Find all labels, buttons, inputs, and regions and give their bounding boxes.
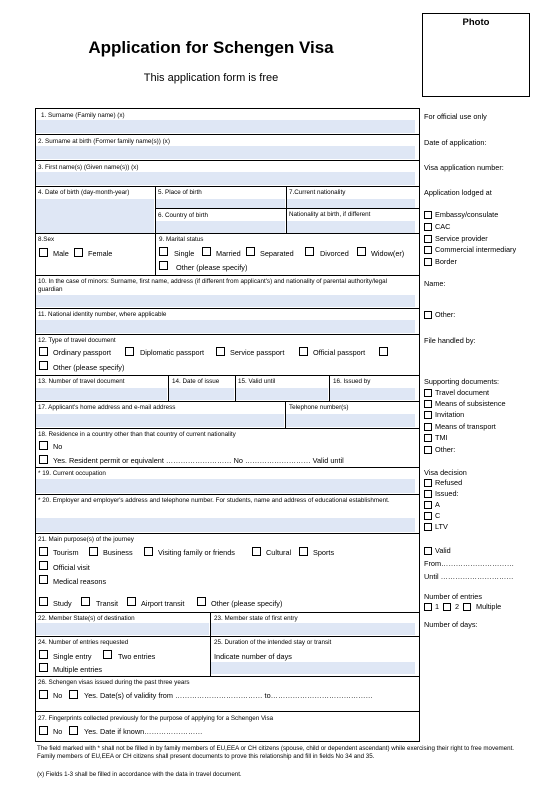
issued-checkbox[interactable] [424,490,432,498]
issued-by-input[interactable] [330,388,415,400]
field-5-label: 5. Place of birth [158,189,202,196]
tourism-checkbox[interactable] [39,547,48,556]
employer-input[interactable] [36,518,415,532]
surname-at-birth-input[interactable] [36,146,415,159]
field-14-label: 14. Date of issue [172,378,220,385]
airport-transit-checkbox[interactable] [127,597,136,606]
doc-other-checkbox[interactable] [39,361,48,370]
business-label: Business [103,548,133,557]
service-passport-label: Service passport [230,348,285,357]
surname-input[interactable] [36,120,415,133]
multiple-entries-checkbox[interactable] [39,663,48,672]
tmi-checkbox[interactable] [424,434,432,442]
travel-doc-number-input[interactable] [36,388,167,400]
field-11-label: 11. National identity number, where applicable [38,311,167,318]
divorced-label: Divorced [320,249,349,258]
nationality-at-birth-input[interactable] [287,221,415,233]
invitation-checkbox[interactable] [424,411,432,419]
photo-box [422,13,530,97]
country-of-birth-input[interactable] [156,221,285,233]
field-20-label: * 20. Employer and employer's address and telephone number. For students, name and address of educational establishment. [38,497,390,504]
cac-checkbox[interactable] [424,223,432,231]
valid-from-field[interactable]: From………………………… [424,559,514,568]
visa-a-checkbox[interactable] [424,501,432,509]
purpose-other-checkbox[interactable] [197,597,206,606]
field-13-label: 13. Number of travel document [38,378,125,385]
field-27-label: 27. Fingerprints collected previously for the purpose of applying for a Schengen Visa [38,715,274,722]
valid-label: Valid [435,546,451,555]
field-22-label: 22. Member State(s) of destination [38,615,135,622]
official-use-heading: For official use only [424,112,487,121]
official-visit-label: Official visit [53,563,90,572]
official-passport-checkbox[interactable] [299,347,308,356]
field-17-label: 17. Applicant's home address and e-mail address [38,404,176,411]
field-21-label: 21. Main purpose(s) of the journey [38,536,134,543]
means-transport-checkbox[interactable] [424,423,432,431]
fingerprints-yes-checkbox[interactable] [69,726,78,735]
field-4-label: 4. Date of birth (day-month-year) [38,189,130,196]
ltv-checkbox[interactable] [424,523,432,531]
single-entry-label: Single entry [53,652,92,661]
residence-yes-label: Yes. Resident permit or equivalent ……………………… No ……………………… Valid until [53,456,344,465]
page-title: Application for Schengen Visa [88,38,334,57]
commercial-checkbox[interactable] [424,246,432,254]
residence-no-checkbox[interactable] [39,441,48,450]
number-entries-label: Number of entries [424,592,482,601]
tourism-label: Tourism [53,548,79,557]
medical-label: Medical reasons [53,577,107,586]
field-6-label: 6. Country of birth [158,212,209,219]
cultural-checkbox[interactable] [252,547,261,556]
separated-label: Separated [260,249,294,258]
means-subsistence-checkbox[interactable] [424,400,432,408]
single-entry-checkbox[interactable] [39,650,48,659]
diplomatic-passport-label: Diplomatic passport [140,348,205,357]
sports-checkbox[interactable] [299,547,308,556]
married-checkbox[interactable] [202,247,211,256]
means-transport-label: Means of transport [435,422,496,431]
official-passport-label: Official passport [313,348,366,357]
other-lodged-checkbox[interactable] [424,311,432,319]
two-entries-checkbox[interactable] [103,650,112,659]
ordinary-passport-label: Ordinary passport [53,348,111,357]
refused-checkbox[interactable] [424,479,432,487]
widow-label: Widow(er) [371,249,405,258]
national-id-input[interactable] [36,320,415,333]
valid-until-input[interactable] [236,388,328,400]
date-of-issue-input[interactable] [169,388,234,400]
supporting-docs-label: Supporting documents: [424,377,500,386]
field-15-label: 15. Valid until [238,378,276,385]
single-checkbox[interactable] [159,247,168,256]
tmi-label: TMI [435,433,448,442]
visas-no-checkbox[interactable] [39,690,48,699]
field-19-label: * 19. Current occupation [38,470,106,477]
field-24-label: 24. Number of entries requested [38,639,129,646]
residence-no-label: No [53,442,63,451]
number-days-label: Number of days: [424,620,478,629]
border-label: Border [435,257,457,266]
sports-label: Sports [313,548,335,557]
field-7-label: 7.Current nationality [289,189,346,196]
first-name-input[interactable] [36,172,415,185]
field-10-label: 10. In the case of minors: Surname, first name, address (if different from applicant's) and nationality of parental authority/legal guardian [38,278,387,293]
embassy-label: Embassy/consulate [435,210,499,219]
lodged-at-label: Application lodged at [424,188,492,197]
male-label: Male [53,249,69,258]
marital-other-checkbox[interactable] [159,261,168,270]
commercial-label: Commercial intermediary [435,245,517,254]
travel-document-label: Travel document [435,388,490,397]
official-visit-checkbox[interactable] [39,561,48,570]
invitation-label: Invitation [435,410,465,419]
visa-a-label: A [435,500,440,509]
service-provider-label: Service provider [435,234,488,243]
transit-checkbox[interactable] [81,597,90,606]
fingerprints-no-label: No [53,727,63,736]
place-of-birth-input[interactable] [156,199,285,208]
visas-no-label: No [53,691,63,700]
footer-note-1: The field marked with * shall not be filled in by family members of EU,EEA or CH citizens (spouse, child or dependent ascendant) while exercising their right to free movement. Family members of EU,EEA or CH citizens shall present documents to prove this relationship and fill in fields No 34 and 35. [37,745,515,760]
business-checkbox[interactable] [89,547,98,556]
photo-label: Photo [462,17,490,28]
other-lodged-label: Other: [435,310,456,319]
occupation-input[interactable] [36,479,415,493]
file-handled-label: File handled by: [424,336,476,345]
field-16-label: 16. Issued by [333,378,371,385]
other-document-checkbox[interactable] [379,347,388,356]
study-label: Study [53,599,72,608]
official-use-divider [419,108,420,742]
widow-checkbox[interactable] [357,247,366,256]
means-subsistence-label: Means of subsistence [435,399,506,408]
service-passport-checkbox[interactable] [216,347,225,356]
entries-2-checkbox[interactable] [443,603,451,611]
entries-2-label: 2 [455,602,460,611]
footer-note-2: (x) Fields 1-3 shall be filled in accordance with the data in travel document. [37,771,242,778]
border-checkbox[interactable] [424,258,432,266]
two-entries-label: Two entries [118,652,156,661]
visa-decision-label: Visa decision [424,468,467,477]
stay-duration-input[interactable] [211,662,415,674]
valid-until-field[interactable]: Until ………………………… [424,572,514,581]
field-1-label: 1. Surname (Family name) (x) [41,112,125,119]
married-label: Married [216,249,241,258]
visas-yes-label: Yes. Date(s) of validity from ……………………………… to…………………………………… [84,691,373,700]
field-23-label: 23. Member state of first entry [214,615,298,622]
visa-c-label: C [435,511,441,520]
marital-other-label: Other (please specify) [176,263,248,272]
telephone-input[interactable] [286,414,415,427]
fingerprints-no-checkbox[interactable] [39,726,48,735]
airport-transit-label: Airport transit [141,599,185,608]
field-18-label: 18. Residence in a country other than that country of current nationality [38,431,236,438]
issued-label: Issued: [435,489,459,498]
cac-label: CAC [435,222,451,231]
date-of-birth-input[interactable] [36,199,154,233]
destination-input[interactable] [36,623,209,635]
field-3-label: 3. First name(s) (Given name(s)) (x) [38,164,139,171]
date-of-application-label: Date of application: [424,138,487,147]
visas-yes-checkbox[interactable] [69,690,78,699]
ltv-label: LTV [435,522,448,531]
ordinary-passport-checkbox[interactable] [39,347,48,356]
fingerprints-yes-label: Yes. Date if known…………………… [84,727,203,736]
first-entry-input[interactable] [211,623,415,635]
travel-document-checkbox[interactable] [424,389,432,397]
residence-yes-checkbox[interactable] [39,455,48,464]
field-9-label: 9. Marital status [159,236,204,243]
transit-label: Transit [96,599,119,608]
visiting-label: Visiting family or friends [158,548,235,557]
field-17b-label: Telephone number(s) [289,404,349,411]
valid-checkbox[interactable] [424,547,432,555]
purpose-other-label: Other (please specify) [211,599,283,608]
field-7b-label: Nationality at birth, if different [289,211,371,218]
field-12-label: 12. Type of travel document [38,337,116,344]
field-26-label: 26. Schengen visas issued during the past three years [38,679,190,686]
doc-other-label: Other (please specify) [53,363,125,372]
field-25-label: 25. Duration of the intended stay or transit [214,639,332,646]
study-checkbox[interactable] [39,597,48,606]
multiple-entries-label: Multiple entries [53,665,103,674]
diplomatic-passport-checkbox[interactable] [125,347,134,356]
service-provider-checkbox[interactable] [424,235,432,243]
female-checkbox[interactable] [74,248,83,257]
nationality-input[interactable] [287,199,415,208]
home-address-input[interactable] [36,414,284,427]
field-2-label: 2. Surname at birth (Former family name(s)) (x) [38,138,170,145]
embassy-checkbox[interactable] [424,211,432,219]
guardian-input[interactable] [36,295,415,307]
visa-app-number-label: Visa application number: [424,163,504,172]
field-25b-label: Indicate number of days [214,652,292,661]
divorced-checkbox[interactable] [305,247,314,256]
separated-checkbox[interactable] [246,247,255,256]
cultural-label: Cultural [266,548,292,557]
visiting-checkbox[interactable] [144,547,153,556]
supporting-other-label: Other: [435,445,456,454]
supporting-other-checkbox[interactable] [424,446,432,454]
field-8-label: 8.Sex [38,236,55,243]
entries-1-checkbox[interactable] [424,603,432,611]
entries-multiple-checkbox[interactable] [463,603,471,611]
entries-multiple-label: Multiple [476,602,502,611]
female-label: Female [88,249,113,258]
visa-c-checkbox[interactable] [424,512,432,520]
refused-label: Refused [435,478,463,487]
medical-checkbox[interactable] [39,575,48,584]
male-checkbox[interactable] [39,248,48,257]
single-label: Single [174,249,195,258]
page-subtitle: This application form is free [143,72,279,84]
name-label: Name: [424,279,446,288]
entries-1-label: 1 [435,602,440,611]
